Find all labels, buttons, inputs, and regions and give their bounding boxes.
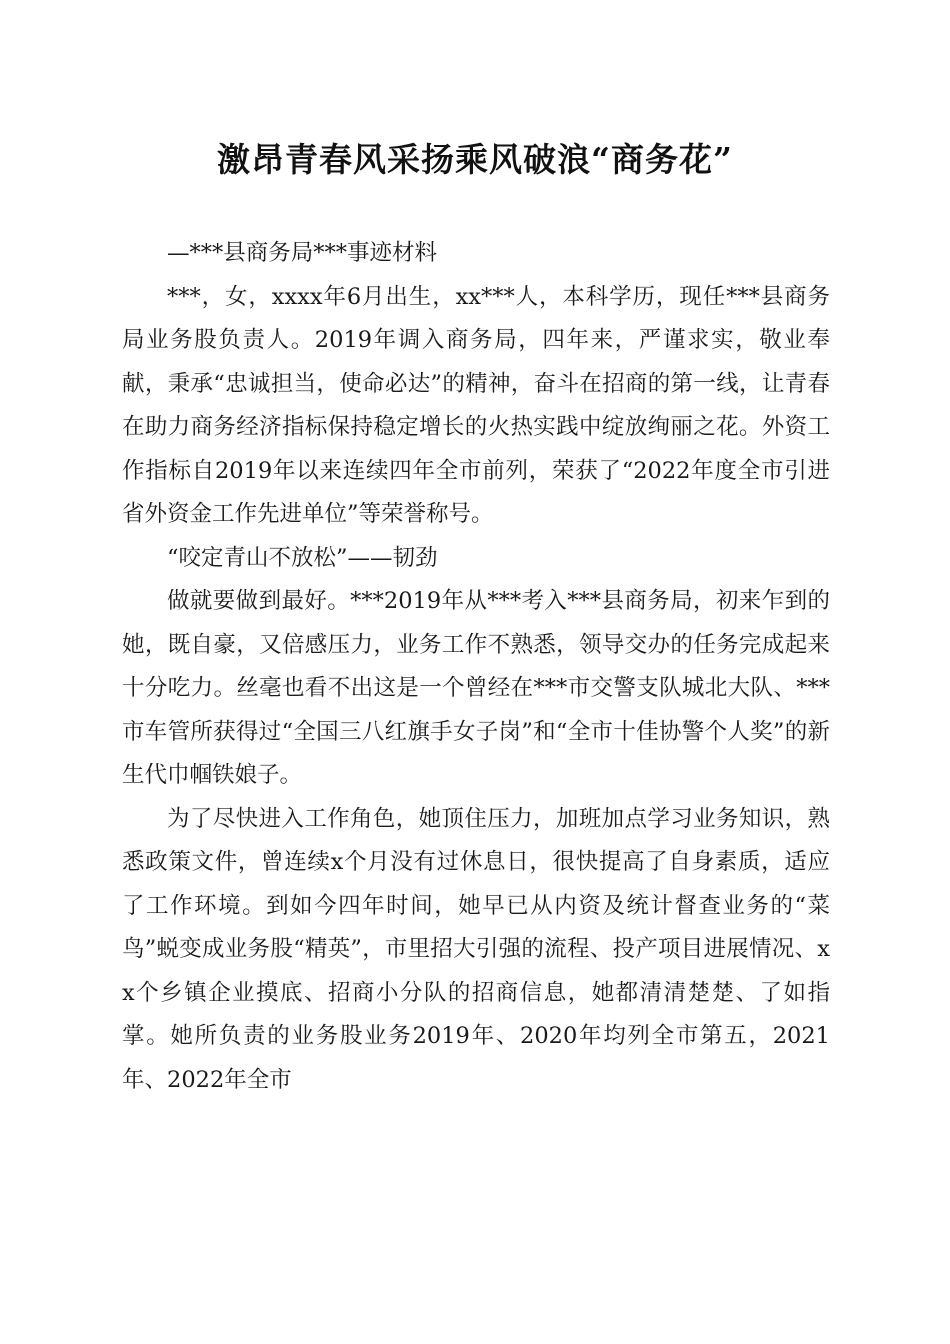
body-paragraph: 为了尽快进入工作角色，她顶住压力，加班加点学习业务知识，熟悉政策文件，曾连续x个月没有过休息日，很快提高了自身素质，适应了工作环境。到如今四年时间，她早已从内资及统计督查业务的“菜鸟”蜕变成业务股“精英”，市里招大引强的流程、投产项目进展情况、xx个乡镇企业摸底、招商小分队的招商信息，她都清清楚楚、了如指掌。她所负责的业务股业务2019年、2020年均列全市第五，2021年、2022年全市	[122, 805, 830, 1093]
section-heading: “咬定青山不放松”——韧劲	[167, 544, 438, 571]
document-title: 激昂青春风采扬乘风破浪“商务花”	[217, 140, 733, 179]
body-paragraph: 做就要做到最好。***2019年从***考入***县商务局，初来乍到的她，既自豪，又倍感压力，业务工作不熟悉，领导交办的任务完成起来十分吃力。丝毫也看不出这是一个曾经在***市交警支队城北大队、***市车管所获得过“全国三八红旗手女子岗”和“全市十佳协警个人奖”的新生代巾帼铁娘子。	[122, 588, 830, 788]
body-paragraph: ***，女，xxxx年6月出生，xx***人，本科学历，现任***县商务局业务股负责人。2019年调入商务局，四年来，严谨求实，敬业奉献，秉承“忠诚担当，使命必达”的精神，奋斗在招商的第一线，让青春在助力商务经济指标保持稳定增长的火热实践中绽放绚丽之花。外资工作指标自2019年以来连续四年全市前列，荣获了“2022年度全市引进省外资金工作先进单位”等荣誉称号。	[122, 283, 830, 527]
document-body	[122, 232, 830, 1102]
subtitle-paragraph: —***县商务局***事迹材料	[167, 240, 438, 266]
